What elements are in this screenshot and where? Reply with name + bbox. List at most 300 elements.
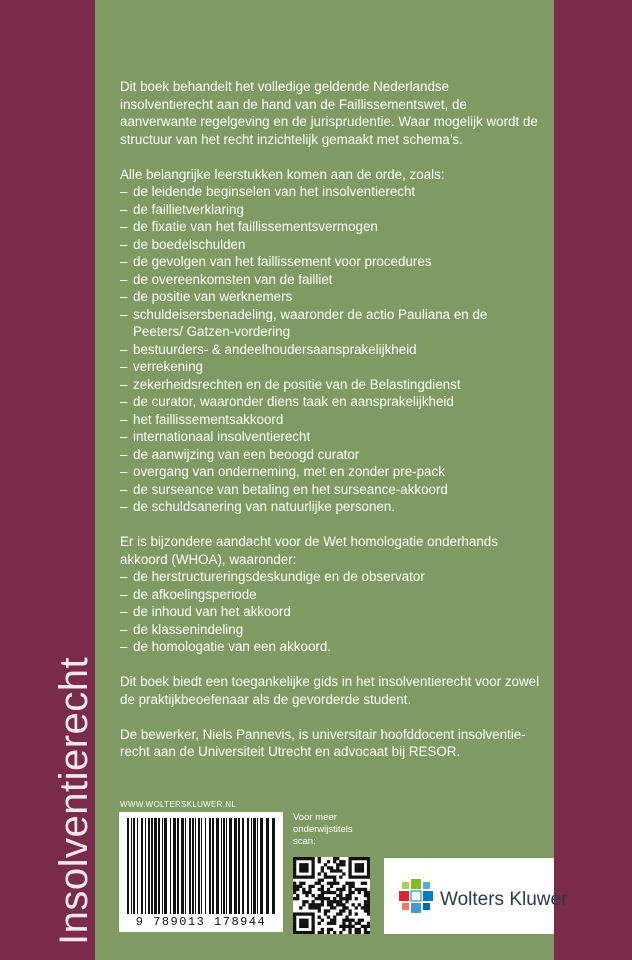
qr-module (339, 894, 342, 897)
qr-module (321, 894, 324, 897)
barcode-bar (170, 818, 171, 914)
barcode-bar (162, 818, 163, 914)
qr-module (308, 891, 311, 894)
list-item: – de afkoelingsperiode (120, 586, 540, 604)
qr-module (318, 888, 321, 891)
qr-module (293, 931, 296, 934)
qr-module (293, 925, 296, 928)
qr-module (293, 916, 296, 919)
barcode-bar (260, 818, 263, 914)
qr-module (318, 872, 321, 875)
qr-module (352, 885, 355, 888)
qr-module (299, 919, 302, 922)
qr-module (293, 891, 296, 894)
qr-module (299, 866, 302, 869)
qr-module (336, 857, 339, 860)
qr-module (302, 882, 305, 885)
qr-module (358, 903, 361, 906)
qr-module (311, 922, 314, 925)
list-item: – internationaal insolventierecht (120, 428, 540, 446)
qr-module (327, 888, 330, 891)
qr-module (333, 931, 336, 934)
qr-module (327, 891, 330, 894)
qr-module (355, 931, 358, 934)
qr-module (293, 875, 296, 878)
qr-module (327, 866, 330, 869)
qr-module (361, 882, 364, 885)
qr-module (336, 888, 339, 891)
qr-module (358, 922, 361, 925)
barcode-bar (229, 818, 232, 914)
qr-module (293, 888, 296, 891)
qr-module (345, 897, 348, 900)
barcode-bar (209, 818, 211, 914)
barcode-bar (185, 818, 186, 914)
qr-module (296, 888, 299, 891)
qr-module (333, 860, 336, 863)
qr-module (321, 891, 324, 894)
qr-module (302, 875, 305, 878)
qr-module (361, 919, 364, 922)
barcode-bar (253, 818, 256, 914)
qr-module (293, 857, 296, 860)
qr-module (358, 863, 361, 866)
qr-module (345, 916, 348, 919)
qr-module (293, 919, 296, 922)
qr-module (318, 931, 321, 934)
qr-module (361, 875, 364, 878)
qr-module (305, 866, 308, 869)
qr-module (355, 928, 358, 931)
qr-module (327, 897, 330, 900)
qr-module (318, 894, 321, 897)
whoa-intro: Er is bijzondere aandacht voor de Wet homologatie onderhands akkoord (WHOA), waaronder: (120, 534, 498, 567)
qr-module (305, 931, 308, 934)
qr-module (305, 894, 308, 897)
qr-module (333, 891, 336, 894)
scan-text: Voor meer onderwijstitels scan: (293, 812, 353, 847)
qr-module (348, 857, 351, 860)
qr-module (348, 919, 351, 922)
qr-module (367, 860, 370, 863)
qr-module (302, 922, 305, 925)
qr-module (311, 885, 314, 888)
qr-module (311, 866, 314, 869)
barcode (119, 812, 283, 932)
barcode-bar (164, 818, 167, 914)
qr-module (355, 897, 358, 900)
qr-module (367, 869, 370, 872)
qr-module (367, 925, 370, 928)
qr-module (330, 903, 333, 906)
qr-module (339, 912, 342, 915)
qr-module (358, 866, 361, 869)
qr-module (342, 872, 345, 875)
qr-module (308, 912, 311, 915)
qr-module (293, 928, 296, 931)
barcode-bar (205, 818, 206, 914)
qr-module (345, 900, 348, 903)
qr-module (361, 925, 364, 928)
qr-module (364, 891, 367, 894)
qr-module (327, 882, 330, 885)
qr-module (348, 931, 351, 934)
qr-module (330, 919, 333, 922)
qr-module (342, 897, 345, 900)
qr-module (293, 885, 296, 888)
qr-module (293, 897, 296, 900)
qr-module (311, 916, 314, 919)
qr-module (327, 860, 330, 863)
qr-module (318, 857, 321, 860)
qr-module (333, 897, 336, 900)
qr-module (311, 925, 314, 928)
barcode-bar (238, 818, 240, 914)
qr-module (355, 875, 358, 878)
qr-module (311, 872, 314, 875)
qr-module (333, 875, 336, 878)
publisher-name: Wolters Kluwer (440, 889, 568, 910)
audience-paragraph: Dit boek biedt een toegankelijke gids in het insolventierecht voor zowel de praktijkbeoefenaar als de gevorderde student. (120, 674, 540, 707)
qr-module (342, 919, 345, 922)
qr-module (293, 860, 296, 863)
barcode-bar (154, 818, 157, 914)
qr-module (339, 897, 342, 900)
barcode-bar (226, 818, 227, 914)
qr-module (348, 897, 351, 900)
barcode-bar (272, 818, 275, 914)
qr-module (336, 863, 339, 866)
qr-module (367, 875, 370, 878)
qr-module (358, 919, 361, 922)
qr-module (311, 857, 314, 860)
barcode-bar (216, 818, 219, 914)
qr-module (348, 875, 351, 878)
barcode-bar (195, 818, 196, 914)
list-item: – verrekening (120, 358, 540, 376)
qr-module (327, 900, 330, 903)
qr-module (299, 857, 302, 860)
qr-module (339, 869, 342, 872)
qr-module (318, 903, 321, 906)
qr-module (302, 931, 305, 934)
qr-module (367, 866, 370, 869)
qr-module (302, 891, 305, 894)
qr-module (324, 872, 327, 875)
qr-module (308, 903, 311, 906)
qr-module (339, 909, 342, 912)
list-item: – de gevolgen van het faillissement voor procedures (120, 253, 540, 271)
qr-module (327, 931, 330, 934)
barcode-bar (257, 818, 258, 914)
list-item: – het faillissementsakkoord (120, 411, 540, 429)
qr-module (302, 903, 305, 906)
wolters-kluwer-logo-icon (398, 878, 434, 914)
qr-module (333, 916, 336, 919)
barcode-bar (145, 818, 146, 914)
qr-module (345, 894, 348, 897)
qr-module (342, 863, 345, 866)
qr-module (364, 931, 367, 934)
barcode-bar (151, 818, 153, 914)
barcode-bar (251, 818, 252, 914)
isbn-number: 9 789013 178944 (135, 915, 267, 929)
qr-module (336, 912, 339, 915)
qr-module (324, 891, 327, 894)
qr-module (358, 888, 361, 891)
qr-module (339, 931, 342, 934)
qr-module (302, 900, 305, 903)
qr-module (361, 866, 364, 869)
qr-module (361, 888, 364, 891)
qr-module (302, 919, 305, 922)
qr-module (324, 863, 327, 866)
qr-module (339, 863, 342, 866)
qr-module (327, 875, 330, 878)
qr-module (311, 863, 314, 866)
qr-module (367, 922, 370, 925)
qr-module (345, 906, 348, 909)
qr-module (305, 919, 308, 922)
barcode-bar (158, 818, 160, 914)
qr-module (302, 866, 305, 869)
qr-module (330, 922, 333, 925)
qr-module (302, 869, 305, 872)
qr-module (367, 894, 370, 897)
barcode-bar (181, 818, 184, 914)
qr-module (324, 897, 327, 900)
qr-module (358, 928, 361, 931)
qr-module (339, 860, 342, 863)
qr-module (321, 900, 324, 903)
qr-module (348, 882, 351, 885)
qr-module (308, 857, 311, 860)
qr-module (364, 928, 367, 931)
qr-module (358, 891, 361, 894)
blurb (120, 78, 540, 778)
qr-module (367, 931, 370, 934)
qr-module (345, 925, 348, 928)
qr-module (302, 888, 305, 891)
publisher-logo-box (384, 858, 568, 934)
qr-module (345, 882, 348, 885)
barcode-bar (131, 818, 132, 914)
qr-module (321, 885, 324, 888)
list-item: – de positie van werknemers (120, 288, 540, 306)
qr-module (330, 928, 333, 931)
qr-module (348, 922, 351, 925)
qr-module (327, 922, 330, 925)
list-item: – de inhoud van het akkoord (120, 603, 540, 621)
qr-module (324, 909, 327, 912)
qr-module (367, 891, 370, 894)
qr-module (293, 922, 296, 925)
qr-code[interactable] (293, 857, 370, 934)
qr-module (330, 866, 333, 869)
qr-module (355, 906, 358, 909)
qr-module (342, 885, 345, 888)
qr-module (311, 894, 314, 897)
qr-module (318, 906, 321, 909)
qr-module (333, 882, 336, 885)
qr-module (364, 906, 367, 909)
qr-module (348, 925, 351, 928)
qr-module (355, 888, 358, 891)
barcode-bar (137, 818, 138, 914)
qr-module (293, 869, 296, 872)
qr-module (305, 869, 308, 872)
qr-module (355, 863, 358, 866)
barcode-bar (201, 818, 202, 914)
qr-module (315, 906, 318, 909)
qr-module (296, 885, 299, 888)
qr-module (321, 919, 324, 922)
qr-module (333, 906, 336, 909)
qr-module (296, 897, 299, 900)
qr-module (296, 857, 299, 860)
qr-module (327, 916, 330, 919)
qr-module (364, 888, 367, 891)
list-item: – de fixatie van het faillissementsvermogen (120, 218, 540, 236)
qr-module (299, 869, 302, 872)
qr-module (311, 869, 314, 872)
barcode-bar (177, 818, 179, 914)
qr-module (336, 903, 339, 906)
barcode-bar (221, 818, 222, 914)
qr-module (308, 931, 311, 934)
qr-module (336, 894, 339, 897)
qr-module (305, 900, 308, 903)
qr-module (318, 922, 321, 925)
qr-module (367, 903, 370, 906)
qr-module (355, 922, 358, 925)
qr-module (296, 875, 299, 878)
list-item: – de curator, waaronder diens taak en aansprakelijkheid (120, 393, 540, 411)
qr-module (352, 919, 355, 922)
qr-module (367, 909, 370, 912)
qr-module (305, 891, 308, 894)
qr-module (364, 882, 367, 885)
qr-module (367, 900, 370, 903)
qr-module (342, 922, 345, 925)
qr-module (339, 891, 342, 894)
barcode-bar (192, 818, 194, 914)
spine-title: Insolventierecht (52, 656, 96, 945)
qr-module (339, 925, 342, 928)
barcode-bar (234, 818, 237, 914)
qr-module (348, 860, 351, 863)
qr-module (321, 928, 324, 931)
qr-module (336, 882, 339, 885)
qr-module (348, 912, 351, 915)
qr-module (361, 857, 364, 860)
qr-module (355, 869, 358, 872)
qr-module (348, 909, 351, 912)
topics-intro: Alle belangrijke leerstukken komen aan de orde, zoals: (120, 166, 445, 182)
qr-module (302, 912, 305, 915)
qr-module (342, 888, 345, 891)
qr-module (342, 903, 345, 906)
qr-module (318, 897, 321, 900)
qr-module (330, 906, 333, 909)
qr-module (364, 875, 367, 878)
qr-module (308, 906, 311, 909)
list-item: – bestuurders- & andeelhoudersaansprakelijkheid (120, 341, 540, 359)
qr-module (355, 857, 358, 860)
qr-module (296, 894, 299, 897)
qr-module (333, 922, 336, 925)
qr-module (336, 866, 339, 869)
qr-module (311, 928, 314, 931)
qr-module (352, 882, 355, 885)
qr-module (296, 912, 299, 915)
barcode-bar (247, 818, 249, 914)
qr-module (305, 925, 308, 928)
qr-module (364, 894, 367, 897)
qr-module (308, 875, 311, 878)
barcode-bar (266, 818, 269, 914)
barcode-bar (242, 818, 244, 914)
qr-module (339, 903, 342, 906)
qr-module (333, 869, 336, 872)
qr-module (342, 906, 345, 909)
qr-module (336, 869, 339, 872)
qr-module (342, 928, 345, 931)
qr-module (348, 894, 351, 897)
qr-module (342, 909, 345, 912)
qr-module (367, 857, 370, 860)
qr-module (352, 875, 355, 878)
qr-module (333, 857, 336, 860)
list-item: – de faillietverklaring (120, 201, 540, 219)
qr-module (321, 897, 324, 900)
list-item: – de klassenindeling (120, 621, 540, 639)
qr-module (299, 863, 302, 866)
qr-module (333, 919, 336, 922)
barcode-bar (141, 818, 143, 914)
qr-module (330, 882, 333, 885)
qr-module (311, 903, 314, 906)
qr-module (358, 931, 361, 934)
qr-module (330, 869, 333, 872)
qr-module (321, 903, 324, 906)
qr-module (348, 863, 351, 866)
qr-module (305, 863, 308, 866)
qr-module (324, 875, 327, 878)
qr-module (336, 900, 339, 903)
qr-module (299, 875, 302, 878)
list-item: – de leidende beginselen van het insolventierecht (120, 183, 540, 201)
qr-module (311, 906, 314, 909)
qr-module (364, 925, 367, 928)
qr-module (302, 925, 305, 928)
qr-module (333, 900, 336, 903)
qr-module (311, 931, 314, 934)
qr-module (348, 885, 351, 888)
qr-module (330, 875, 333, 878)
qr-module (321, 866, 324, 869)
whoa-list (120, 568, 540, 656)
website-link[interactable]: WWW.WOLTERSKLUWER.NL (120, 800, 237, 809)
qr-module (348, 866, 351, 869)
qr-module (352, 925, 355, 928)
qr-module (293, 912, 296, 915)
qr-module (311, 919, 314, 922)
qr-module (296, 931, 299, 934)
qr-module (352, 857, 355, 860)
qr-module (348, 869, 351, 872)
qr-module (302, 863, 305, 866)
